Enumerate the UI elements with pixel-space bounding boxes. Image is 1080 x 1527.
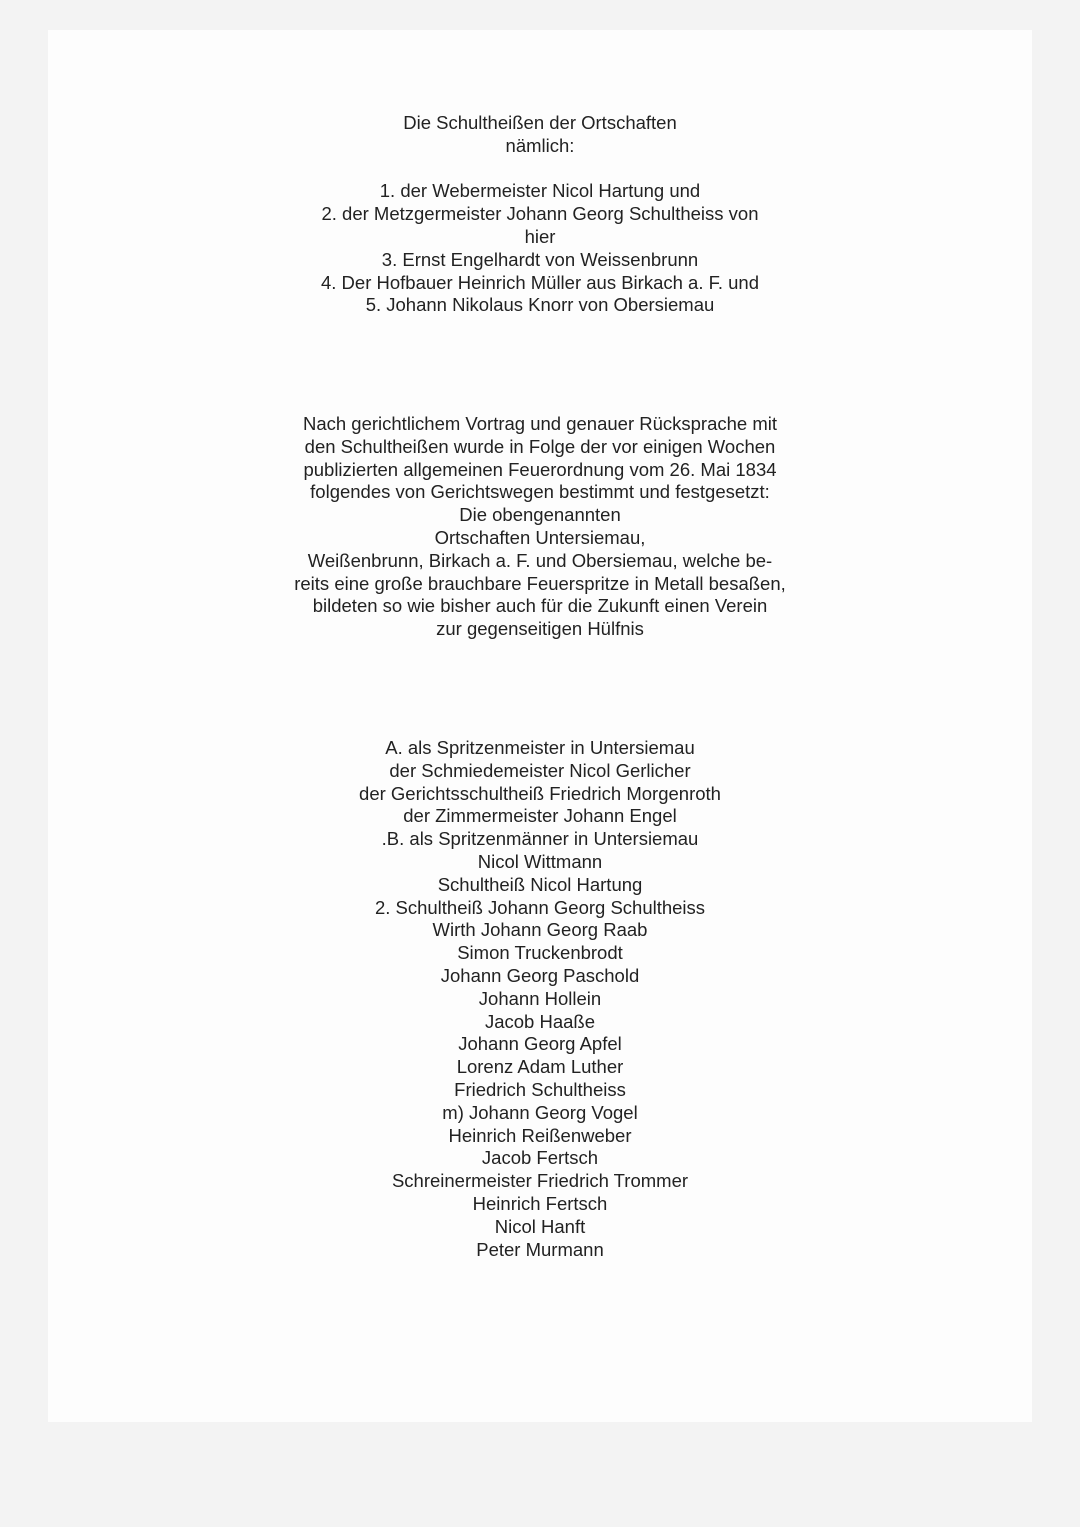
schultheiss-list-line: hier	[524, 225, 556, 247]
roster-line: Friedrich Schultheiss	[454, 1078, 626, 1100]
schultheiss-list-line: 2. der Metzgermeister Johann Georg Schultheiss von	[321, 203, 759, 225]
schultheiss-list-line: 3. Ernst Engelhardt von Weissenbrunn	[381, 248, 699, 270]
paragraph-line: bildeten so wie bisher auch für die Zukunft einen Verein	[312, 595, 768, 617]
roster-line: Johann Georg Apfel	[458, 1033, 622, 1055]
roster-line: 2. Schultheiß Johann Georg Schultheiss	[374, 896, 706, 918]
roster-line: Heinrich Fertsch	[472, 1192, 608, 1214]
roster-line: der Zimmermeister Johann Engel	[403, 805, 677, 827]
roster-line: Schultheiß Nicol Hartung	[437, 873, 643, 895]
heading-block	[48, 112, 1032, 317]
paragraph-line: zur gegenseitigen Hülfnis	[436, 618, 644, 640]
roster-line: m) Johann Georg Vogel	[442, 1101, 638, 1123]
roster-line: Johann Hollein	[478, 987, 602, 1009]
heading-line: nämlich:	[505, 134, 575, 156]
roster-line: Simon Truckenbrodt	[457, 942, 623, 964]
document-page	[48, 30, 1032, 1422]
paragraph-line: reits eine große brauchbare Feuerspritze in Metall besaßen,	[294, 572, 786, 594]
paragraph-line: Nach gerichtlichem Vortrag und genauer Rücksprache mit	[302, 413, 778, 434]
roster-line: Heinrich Reißenweber	[448, 1124, 632, 1146]
roster-line: Jacob Fertsch	[481, 1147, 599, 1169]
paragraph-line: folgendes von Gerichtswegen bestimmt und festgesetzt:	[310, 481, 770, 503]
roster-line: Peter Murmann	[476, 1238, 604, 1260]
paragraph-line: publizierten allgemeinen Feuerordnung vom 26. Mai 1834	[303, 458, 777, 480]
schultheiss-list-line: 4. Der Hofbauer Heinrich Müller aus Birkach a. F. und	[320, 271, 760, 293]
blank-line	[48, 158, 1032, 181]
roster-line: Jacob Haaße	[484, 1010, 596, 1032]
roster-line: der Schmiedemeister Nicol Gerlicher	[389, 759, 691, 781]
roster-line: .B. als Spritzenmänner in Untersiemau	[381, 828, 699, 850]
roster-list	[48, 737, 1032, 1261]
paragraph-line: Ortschaften Untersiemau,	[434, 526, 646, 548]
paragraph-line: den Schultheißen wurde in Folge der vor einigen Wochen	[304, 435, 776, 457]
schultheiss-list-line: 5. Johann Nikolaus Knorr von Obersiemau	[365, 294, 715, 316]
roster-line: Johann Georg Paschold	[440, 964, 640, 986]
roster-line: der Gerichtsschultheiß Friedrich Morgenroth	[359, 782, 721, 804]
schultheiss-list-line: 1. der Webermeister Nicol Hartung und	[379, 180, 701, 202]
roster-line: Schreinermeister Friedrich Trommer	[391, 1170, 689, 1192]
roster-line: Lorenz Adam Luther	[456, 1056, 624, 1078]
roster-line: Nicol Wittmann	[477, 850, 603, 872]
roster-line: Wirth Johann Georg Raab	[432, 919, 648, 941]
paragraph-line: Weißenbrunn, Birkach a. F. und Obersiemau, welche be-	[307, 549, 773, 571]
roster-line: Nicol Hanft	[494, 1215, 586, 1237]
roster-line: A. als Spritzenmeister in Untersiemau	[385, 737, 695, 758]
paragraph-line: Die obengenannten	[459, 504, 621, 526]
heading-line: Die Schultheißen der Ortschaften	[403, 112, 677, 133]
resolution-paragraph	[48, 413, 1032, 641]
